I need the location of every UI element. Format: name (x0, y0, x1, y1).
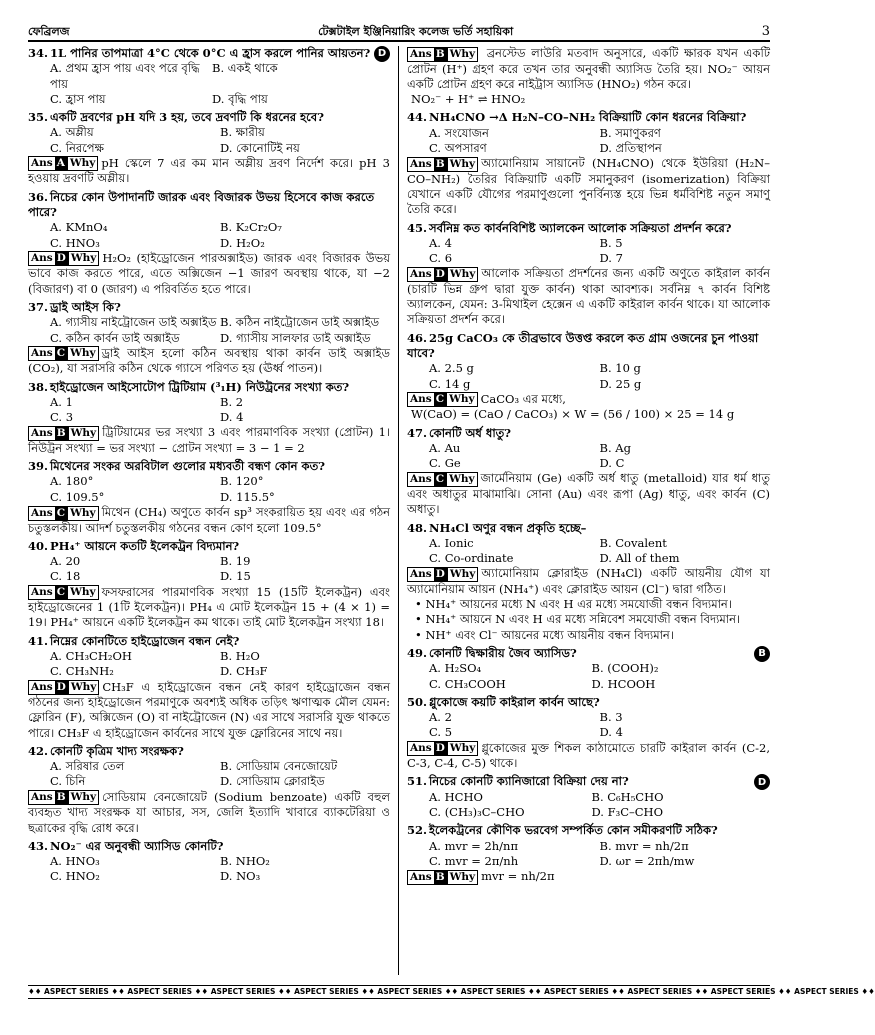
option: A. 2 (429, 710, 452, 725)
option: B. একই থাকে (212, 61, 278, 76)
question-number: 45. (407, 220, 428, 235)
answer-key-badge: D (754, 774, 770, 790)
answer-tag: Ans C Why (28, 585, 99, 600)
question-stem: PH₄⁺ আয়নে কতটি ইলেকট্রন বিদ্যমান? (50, 538, 240, 553)
question-number: 38. (28, 379, 49, 394)
option: C. 6 (429, 251, 453, 266)
option: A. 2.5 g (429, 361, 474, 376)
option: A. H₂SO₄ (429, 661, 482, 676)
question-number: 34. (28, 46, 49, 60)
options-grid (28, 649, 390, 680)
question-block (28, 190, 390, 297)
option: D. প্রতিস্থাপন (599, 140, 662, 155)
question-stem: একটি দ্রবণের pH যদি 3 হয়, তবে দ্রবণটি কি ধরনের হবে? (50, 110, 324, 125)
question-stem: ইলেকট্রনের কৌণিক ভরবেগ সম্পর্কিত কোন সমীকরণটি সঠিক? (429, 823, 718, 838)
question-block (407, 426, 770, 518)
question-number: 44. (407, 110, 428, 125)
question-stem: নিম্নের কোনটিতে হাইড্রোজেন বন্ধন নেই? (50, 633, 240, 648)
question-number: 50. (407, 694, 428, 709)
question-text (407, 426, 770, 441)
question-stem: 1L পানির তাপমাত্রা 4°C থেকে 0°C এ হ্রাস করলে পানির আয়তন? (50, 46, 371, 60)
option: B. ক্ষারীয় (220, 125, 265, 140)
answer-text: আলোক সক্রিয়তা প্রদর্শনের জন্য একটি অণুতে কাইরাল কার্বন (চারটি ভিন্ন গ্রুপ দ্বারা যুক্ত কার্বন) থাকা আবশ্যক। সর্বনিম্ন ৭ কার্বন বিশিষ্ট অ্যালকেন, যেমন: 3-মিথাইল হেক্সেন এ একটি কাইরাল কার্বন থাকে। যা আলোক সক্রিয়তা প্রদর্শন করে। (407, 266, 770, 327)
option: D. সোডিয়াম ক্লোরাইড (220, 774, 325, 789)
options-grid (28, 759, 390, 790)
option: A. Ionic (429, 535, 474, 550)
option: B. কঠিন নাইট্রোজেন ডাই অক্সাইড (220, 315, 380, 330)
answer-tag: Ans B Why (28, 790, 99, 805)
answer-explanation (28, 156, 390, 187)
header-title: টেক্সটাইল ইঞ্জিনিয়ারিং কলেজ ভর্তি সহায়িকা (318, 25, 514, 39)
option: C. 5 (429, 725, 453, 740)
options-grid (407, 361, 770, 392)
answer-tag: Ans B Why (407, 157, 478, 172)
question-number: 36. (28, 189, 49, 204)
options-grid (28, 474, 390, 505)
question-number: 51. (407, 774, 428, 789)
options-grid (407, 441, 770, 472)
question-text (407, 823, 770, 838)
answer-explanation (407, 741, 770, 772)
option: B. 2 (220, 394, 244, 409)
question-block (28, 539, 390, 631)
answer-text: গ্লুকোজের মুক্ত শিকল কাঠামোতে চারটি কাইরাল কার্বন (C-2, C-3, C-4, C-5) থাকে। (407, 740, 770, 771)
option: C. অপসারণ (429, 140, 487, 155)
option: C. Ge (429, 456, 461, 471)
answer-explanation (28, 425, 390, 456)
answer-text: pH স্কেলে 7 এর কম মান অম্লীয় দ্রবণ নির্দেশ করে। pH 3 হওয়ায় দ্রবণটি অম্লীয়। (28, 155, 390, 186)
option: C. mvr = 2π/nh (429, 853, 519, 868)
q43-answer-continued (407, 46, 770, 107)
question-number: 37. (28, 299, 49, 314)
question-block (28, 744, 390, 836)
option: D. F₃C–CHO (591, 805, 664, 820)
answer-tag: Ans C Why (407, 392, 478, 407)
question-block (28, 634, 390, 741)
option: A. Au (429, 440, 461, 455)
option: B. C₆H₅CHO (591, 789, 664, 804)
option: B. 19 (220, 554, 251, 569)
option: C. HNO₃ (50, 235, 100, 250)
question-stem: ড্রাই আইস কি? (50, 299, 121, 314)
question-block (407, 521, 770, 643)
answer-text: CaCO₃ এর মধ্যে, (480, 391, 566, 406)
option: D. ωr = 2πh/mw (599, 853, 695, 868)
answer-tag: Ans D Why (407, 567, 478, 582)
question-number: 47. (407, 425, 428, 440)
header-left: ফেব্রিলজ (28, 25, 70, 39)
bullet-item: • NH₄⁺ আয়নে N এবং H এর মধ্যে সন্নিবেশ সমযোজী বন্ধন বিদ্যমান। (415, 612, 770, 627)
question-block (28, 110, 390, 187)
option: A. mvr = 2h/nπ (429, 838, 519, 853)
question-stem: 25g CaCO₃ কে তীব্রভাবে উত্তপ্ত করলে কত গ্রাম ওজনের চুন পাওয়া যাবে? (407, 330, 759, 360)
bullet-item: • NH₄⁺ আয়নের মধ্যে N এবং H এর মধ্যে সমযোজী বন্ধন বিদ্যমান। (415, 597, 770, 612)
equation: NO₂⁻ + H⁺ ⇌ HNO₂ (411, 92, 526, 107)
options-grid (407, 710, 770, 741)
option: C. CH₃COOH (429, 676, 506, 691)
question-stem: মিথেনের সংকর অরবিটাল গুলোর মধ্যবর্তী বন্ধণ কোন কত? (50, 459, 325, 474)
options-grid (407, 236, 770, 267)
answer-text: ফসফরাসের পারমাণবিক সংখ্যা 15 (15টি ইলেকট্রন) এবং হাইড্রোজেনের 1 (1টি ইলেকট্রন)। PH₄ এ মোট ইলেকট্রন 15 + (4 × 1) = 19। PH₄⁺ আয়নে একটি ইলেকট্রন কম থাকে। তাই মোট ইলেকট্রন সংখ্যা 18। (28, 584, 390, 630)
options-grid (28, 554, 390, 585)
answer-explanation (407, 266, 770, 327)
question-number: 39. (28, 459, 49, 474)
option: D. 7 (599, 251, 623, 266)
question-text (28, 634, 390, 649)
options-grid (28, 395, 390, 426)
option: A. গ্যাসীয় নাইট্রোজেন ডাই অক্সাইড (50, 315, 217, 330)
option: C. Co-ordinate (429, 551, 514, 566)
question-text (28, 744, 390, 759)
answer-text: ট্রিটিয়ামের ভর সংখ্যা 3 এবং পারমাণবিক সংখ্যা (প্রোটন) 1। নিউট্রন সংখ্যা = ভর সংখ্যা − প্রোটন সংখ্যা = 3 − 1 = 2 (28, 425, 390, 455)
question-block (407, 774, 770, 820)
option: D. 115.5° (220, 489, 275, 504)
answer-explanation (407, 392, 770, 408)
question-text (407, 110, 770, 125)
option: D. কোনোটিই নয় (220, 140, 300, 155)
option: B. 3 (599, 710, 623, 725)
content-columns (28, 46, 770, 975)
question-stem: নিচের কোন উপাদানটি জারক এবং বিজারক উভয় হিসেবে কাজ করতে পারে? (28, 189, 375, 220)
options-grid (28, 315, 390, 346)
option: B. H₂O (220, 649, 260, 663)
answer-explanation (407, 471, 770, 517)
answer-text: সোডিয়াম বেনজোয়েট (Sodium benzoate) একটি বহুল ব্যবহৃত খাদ্য সংরক্ষক যা আচার, সস, জেলি ইত্যাদি খাবারে ব্যাকটেরিয়া ও ছত্রাকের বৃদ্ধি রোধ করে। (28, 789, 390, 835)
option: A. অম্লীয় (50, 125, 94, 140)
question-text (407, 774, 770, 789)
question-stem: NO₂⁻ এর অনুবন্ধী অ্যাসিড কোনটি? (50, 838, 224, 853)
options-grid (28, 220, 390, 251)
options-grid (407, 536, 770, 567)
answer-explanation (28, 790, 390, 836)
bullet-item: • NH⁺ এবং Cl⁻ আয়নের মধ্যে আয়নীয় বন্ধন বিদ্যমান। (415, 628, 770, 643)
option: B. সমাণুকরণ (599, 125, 661, 140)
question-block (28, 46, 390, 107)
question-block (407, 646, 770, 692)
answer-tag: Ans D Why (407, 741, 478, 756)
question-stem: কোনটি অর্ধ ধাতু? (429, 425, 512, 440)
question-text (407, 646, 770, 661)
question-text (28, 300, 390, 315)
question-stem: কোনটি কৃত্রিম খাদ্য সংরক্ষক? (50, 743, 184, 758)
question-number: 52. (407, 823, 428, 838)
answer-tag: Ans C Why (28, 506, 99, 521)
option: B. 10 g (599, 361, 641, 376)
option: B. Ag (599, 440, 631, 455)
options-grid (407, 126, 770, 157)
option: A. 1 (50, 394, 73, 409)
option: A. HCHO (429, 789, 483, 804)
question-number: 43. (28, 838, 49, 853)
answer-tag: Ans B Why (407, 47, 478, 62)
option: C. (CH₃)₃C–CHO (429, 805, 525, 820)
question-text (407, 521, 770, 536)
right-column (399, 46, 770, 975)
question-number: 46. (407, 330, 428, 345)
question-block (407, 331, 770, 423)
answer-text: mvr = nh/2π (481, 869, 555, 884)
question-text (28, 380, 390, 395)
question-number: 42. (28, 743, 49, 758)
bullet-list (407, 597, 770, 643)
answer-text: ব্রনস্টেড লাউরি মতবাদ অনুসারে, একটি ক্ষারক যখন একটি প্রোটন (H⁺) গ্রহণ করে তখন তার অনুবন্ধী অ্যাসিড তৈরি হয়। NO₂⁻ আয়ন একটি প্রোটন গ্রহণ করে নাইট্রাস অ্যাসিড (HNO₂) গঠন করে। (407, 46, 770, 91)
page-number: 3 (761, 23, 770, 39)
question-text (28, 110, 390, 125)
option: A. CH₃CH₂OH (50, 649, 132, 663)
question-block (407, 695, 770, 772)
option: D. গ্যাসীয় সালফার ডাই অক্সাইড (220, 330, 371, 345)
question-text (407, 331, 770, 362)
options-grid (407, 661, 754, 692)
answer-explanation (28, 505, 390, 536)
question-block (28, 459, 390, 536)
option: C. 18 (50, 569, 81, 584)
option: A. সরিষার তেল (50, 759, 125, 774)
question-stem: NH₄Cl অণুর বন্ধন প্রকৃতি হচ্ছে– (429, 520, 587, 535)
answer-tag: Ans B Why (28, 426, 99, 441)
answer-key-badge: B (754, 646, 770, 662)
answer-tag: Ans D Why (407, 267, 478, 282)
question-stem: কোনটি দ্বিক্ষারীয় জৈব অ্যাসিড? (429, 646, 577, 660)
option: D. 25 g (599, 376, 642, 391)
answer-text: অ্যামোনিয়াম সায়ানেট (NH₄CNO) থেকে ইউরিয়া (H₂N–CO–NH₂) তৈরির বিক্রিয়াটি একটি সমানুকরণ (isomerization) বিক্রিয়া যেখানে একটি যৌগের পরমাণুগুলো পুনর্বিন্যস্ত হয়ে ভিন্ন ধর্মবিশিষ্ট নতুন সমাণু তৈরি করে। (407, 156, 770, 217)
option: D. বৃদ্ধি পায় (212, 91, 268, 106)
question-text (28, 46, 390, 61)
option: C. 109.5° (50, 489, 105, 504)
options-grid (28, 125, 390, 156)
option: B. (COOH)₂ (591, 661, 659, 676)
options-grid (407, 790, 754, 821)
question-text (28, 190, 390, 221)
option: C. হ্রাস পায় (50, 91, 106, 106)
option: D. CH₃F (220, 664, 268, 679)
option: D. H₂O₂ (220, 235, 265, 250)
option: C. নিরপেক্ষ (50, 140, 104, 155)
question-number: 40. (28, 538, 49, 553)
answer-text: ড্রাই আইস হলো কঠিন অবস্থায় থাকা কার্বন ডাই অক্সাইড (CO₂), যা সরাসরি কঠিন থেকে গ্যাসে পরিণত হয় (ঊর্ধ্ব পাতন)। (28, 345, 390, 376)
answer-text: জার্মেনিয়াম (Ge) একটি অর্ধ ধাতু (metalloid) যার ধর্ম ধাতু এবং অধাতুর মাঝামাঝি। সোনা (Au) এবং রূপা (Ag) ধাতু, এবং কার্বন (C) অধাতু। (407, 471, 770, 517)
footer-banner: ♦♦ ASPECT SERIES ♦♦ ASPECT SERIES ♦♦ ASPECT SERIES ♦♦ ASPECT SERIES ♦♦ ASPECT SERIES ♦♦ ASPECT SERIES ♦♦ ASPECT SERIES ♦♦ ASPECT SERIES ♦♦ ASPECT SERIES ♦♦ ASPECT SERIES ♦♦ (28, 985, 770, 999)
option: B. সোডিয়াম বেনজোয়েট (220, 759, 338, 774)
answer-text: CH₃F এ হাইড্রোজেন বন্ধন নেই কারণ হাইড্রোজেন বন্ধন গঠনের জন্য হাইড্রোজেন পরমাণুকে অবশ্যই অধিক তড়িৎ ঋণাত্মক মৌল যেমন: ফ্লোরিন (F), অক্সিজেন (O) বা নাইট্রোজেন (N) এর সাথে সরাসরি যুক্ত থাকতে পারে। CH₃F এ হাইড্রোজেন কার্বনের সাথে যুক্ত ফ্লোরিনের সাথে নয়। (28, 679, 390, 740)
option: A. সংযোজন (429, 125, 489, 140)
option: B. K₂Cr₂O₇ (220, 220, 282, 235)
option: C. HNO₂ (50, 869, 100, 884)
option: A. KMnO₄ (50, 220, 108, 235)
option: B. Covalent (599, 535, 667, 550)
question-text (28, 839, 390, 854)
question-stem: গ্লুকোজে কয়টি কাইরাল কার্বন আছে? (429, 694, 600, 709)
option: C. 14 g (429, 376, 471, 391)
answer-explanation (407, 156, 770, 217)
equation: W(CaO) = (CaO / CaCO₃) × W = (56 / 100) × 25 = 14 g (411, 407, 735, 422)
question-text (28, 459, 390, 474)
answer-tag: Ans C Why (28, 346, 99, 361)
option: A. 4 (429, 235, 452, 250)
answer-explanation (28, 346, 390, 377)
question-text (407, 221, 770, 236)
option: C. 3 (50, 410, 74, 425)
option: D. C (599, 456, 625, 471)
question-block (407, 110, 770, 217)
option: D. All of them (599, 551, 680, 566)
left-column (28, 46, 399, 975)
option: C. CH₃NH₂ (50, 664, 114, 679)
answer-tag: Ans B Why (407, 870, 478, 885)
question-block (28, 380, 390, 457)
question-number: 49. (407, 646, 428, 660)
question-stem: সর্বনিম্ন কত কার্বনবিশিষ্ট অ্যালকেন আলোক সক্রিয়তা প্রদর্শন করে? (429, 220, 732, 235)
answer-explanation (407, 869, 770, 885)
option: B. 5 (599, 235, 623, 250)
option: D. NO₃ (220, 869, 261, 884)
option: B. NHO₂ (220, 854, 270, 869)
question-block (407, 221, 770, 328)
answer-text: অ্যামোনিয়াম ক্লোরাইড (NH₄Cl) একটি আয়নীয় যৌগ যা অ্যামোনিয়াম আয়ন (NH₄⁺) এবং ক্লোরাইড আয়ন (Cl⁻) দ্বারা গঠিত। (407, 566, 770, 596)
option: C. চিনি (50, 774, 86, 789)
question-text (407, 695, 770, 710)
question-number: 41. (28, 633, 49, 648)
question-number: 48. (407, 520, 428, 535)
question-stem: NH₄CNO →Δ H₂N–CO–NH₂ বিক্রিয়াটি কোন ধরনের বিক্রিয়া? (429, 110, 747, 125)
answer-explanation (28, 585, 390, 631)
options-grid (28, 854, 390, 885)
page-header (28, 22, 770, 42)
answer-key-badge: D (374, 46, 390, 62)
question-block (28, 300, 390, 377)
option: C. কঠিন কার্বন ডাই অক্সাইড (50, 330, 180, 345)
option: A. 180° (50, 474, 94, 489)
option: D. 15 (220, 569, 251, 584)
question-block (28, 839, 390, 885)
options-grid (407, 839, 770, 870)
answer-tag: Ans A Why (28, 156, 98, 171)
answer-explanation (407, 566, 770, 597)
option: A. HNO₃ (50, 854, 100, 869)
question-stem: হাইড্রোজেন আইসোটোপ ট্রিটিয়াম (³₁H) নিউট্রনের সংখ্যা কত? (50, 379, 350, 394)
answer-text: H₂O₂ (হাইড্রোজেন পারঅক্সাইড) জারক এবং বিজারক উভয় ভাবে কাজ করতে পারে, এতে অক্সিজেন −1 জারণ অবস্থায় থাকে, যা −2 (বিজারণ) বা 0 (জারণ) এ পরিবর্তিত হতে পারে। (28, 250, 390, 296)
options-grid (28, 61, 374, 107)
option: D. HCOOH (591, 676, 656, 691)
question-number: 35. (28, 110, 49, 125)
answer-text: মিথেন (CH₄) অণুতে কার্বন sp³ সংকরায়িত হয় এবং এর গঠন চতুস্তলকীয়। আদর্শ চতুস্তলকীয় গঠনের বন্ধন কোণ হলো 109.5° (28, 505, 390, 535)
option: D. 4 (599, 725, 623, 740)
answer-tag: Ans D Why (28, 251, 99, 266)
option: B. mvr = nh/2π (599, 838, 689, 853)
question-stem: নিচের কোনটি ক্যানিজারো বিক্রিয়া দেয় না? (429, 774, 629, 789)
question-block (407, 823, 770, 884)
answer-explanation (28, 680, 390, 741)
option: A. 20 (50, 554, 81, 569)
answer-tag: Ans C Why (407, 472, 478, 487)
answer-tag: Ans D Why (28, 680, 99, 695)
question-text (28, 539, 390, 554)
option: B. 120° (220, 474, 264, 489)
answer-explanation (28, 251, 390, 297)
option: D. 4 (220, 410, 244, 425)
option: A. প্রথম হ্রাস পায় এবং পরে বৃদ্ধি পায় (50, 61, 200, 91)
